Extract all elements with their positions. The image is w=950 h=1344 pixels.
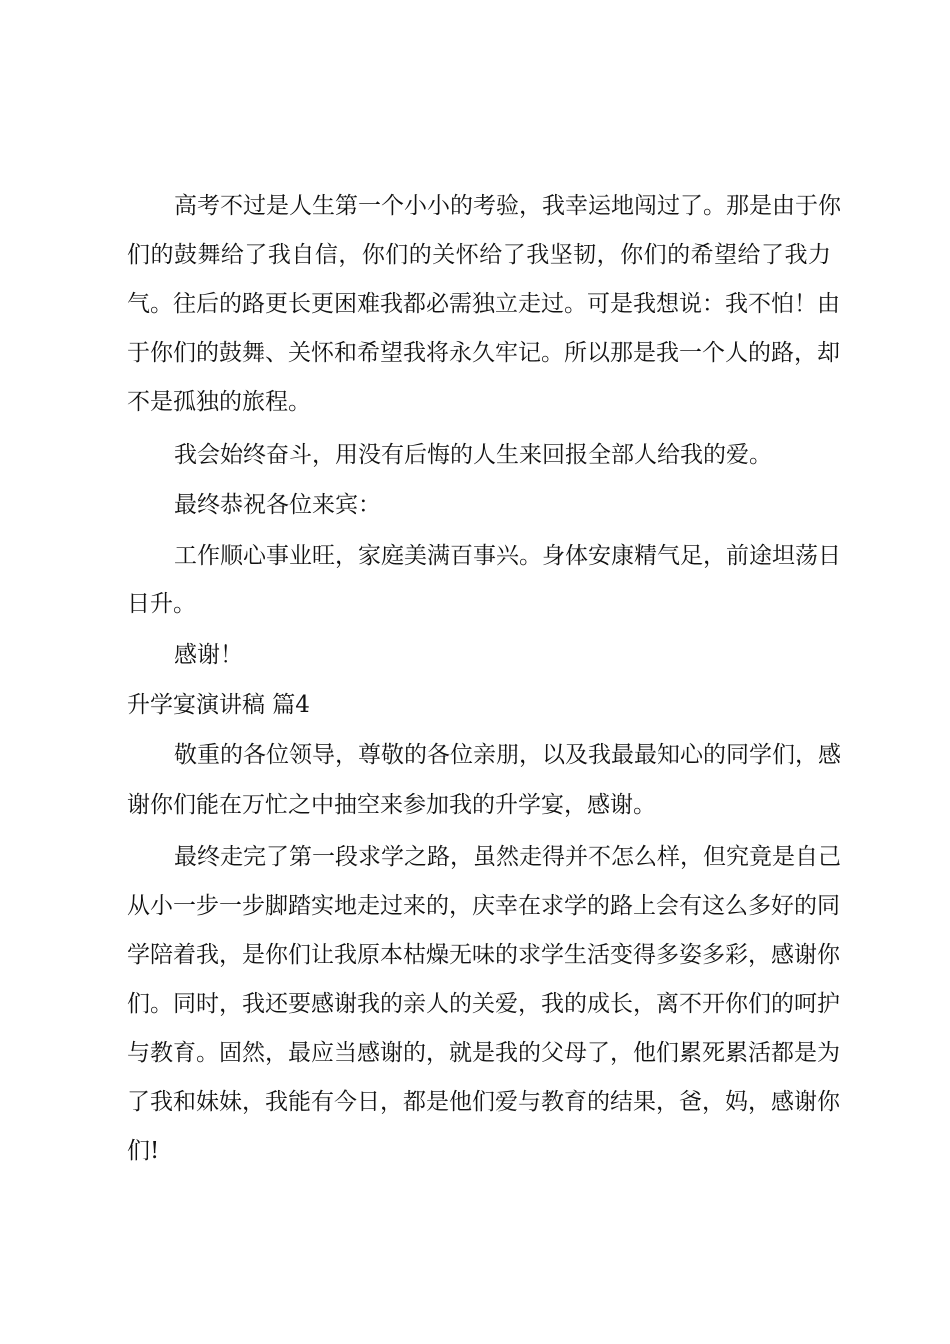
paragraph-line: 日升。: [127, 591, 196, 617]
paragraph-line: 感谢！: [174, 642, 243, 668]
paragraph-line: 气。往后的路更长更困难我都必需独立走过。可是我想说：我不怕！由: [127, 291, 840, 317]
paragraph-line: 敬重的各位领导，尊敬的各位亲朋，以及我最最知心的同学们，感: [174, 742, 841, 768]
paragraph-line: 们的鼓舞给了我自信，你们的关怀给了我坚韧，你们的希望给了我力: [127, 242, 831, 268]
paragraph-line: 不是孤独的旅程。: [127, 389, 311, 415]
paragraph-line: 谢你们能在万忙之中抽空来参加我的升学宴，感谢。: [127, 792, 656, 818]
paragraph-line: 于你们的鼓舞、关怀和希望我将永久牢记。所以那是我一个人的路，却: [127, 340, 840, 366]
paragraph-line: 学陪着我，是你们让我原本枯燥无味的求学生活变得多姿多彩，感谢你: [127, 942, 840, 968]
paragraph-line: 最终恭祝各位来宾：: [174, 492, 381, 518]
paragraph-line: 从小一步一步脚踏实地走过来的，庆幸在求学的路上会有这么多好的同: [127, 893, 840, 919]
paragraph-line: 与教育。固然，最应当感谢的，就是我的父母了，他们累死累活都是为: [127, 1040, 840, 1066]
paragraph-line: 们!: [127, 1138, 160, 1164]
paragraph-line: 工作顺心事业旺，家庭美满百事兴。身体安康精气足，前途坦荡日: [174, 543, 841, 569]
paragraph-line: 了我和妹妹，我能有今日，都是他们爱与教育的结果，爸，妈，感谢你: [127, 1089, 840, 1115]
paragraph-line: 高考不过是人生第一个小小的考验，我幸运地闯过了。那是由于你: [174, 193, 841, 219]
paragraph-line: 最终走完了第一段求学之路，虽然走得并不怎么样，但究竟是自己: [174, 844, 841, 870]
paragraph-line: 我会始终奋斗，用没有后悔的人生来回报全部人给我的爱。: [174, 442, 772, 468]
paragraph-line: 们。同时，我还要感谢我的亲人的关爱，我的成长，离不开你们的呵护: [127, 991, 840, 1017]
section-heading: 升学宴演讲稿 篇4: [127, 692, 310, 718]
